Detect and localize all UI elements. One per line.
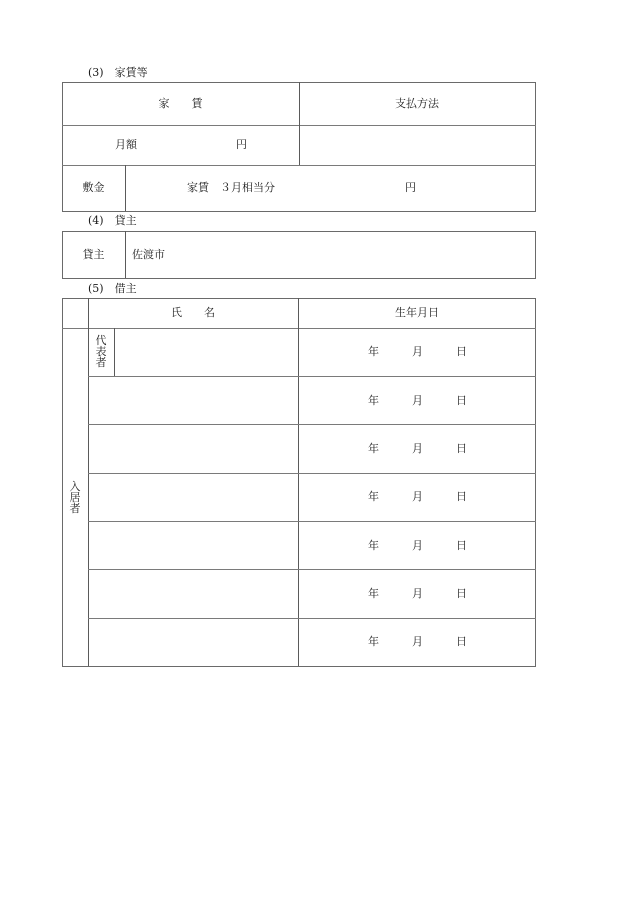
dob-month: 月	[412, 345, 423, 358]
dob-year: 年	[368, 490, 379, 503]
dob-header: 生年月日	[395, 306, 439, 319]
deposit-label: 敷金	[82, 181, 105, 194]
divider	[88, 521, 536, 522]
rent-header: 家 賃	[158, 97, 203, 110]
dob-day: 日	[456, 635, 467, 648]
divider	[298, 298, 299, 666]
divider	[299, 82, 300, 165]
resident-name-field[interactable]	[90, 620, 296, 664]
monthly-rent-amount-field[interactable]	[140, 130, 234, 160]
dob-month: 月	[412, 394, 423, 407]
divider	[88, 376, 536, 377]
resident-name-field[interactable]	[90, 475, 296, 519]
dob-year: 年	[368, 539, 379, 552]
dob-day: 日	[456, 587, 467, 600]
divider	[114, 328, 115, 376]
dob-month: 月	[412, 490, 423, 503]
dob-month: 月	[412, 635, 423, 648]
lender-label: 貸主	[82, 248, 105, 261]
payment-method-field[interactable]	[302, 128, 532, 162]
dob-month: 月	[412, 442, 423, 455]
dob-year: 年	[368, 442, 379, 455]
dob-year: 年	[368, 394, 379, 407]
dob-year: 年	[368, 345, 379, 358]
resident-name-field[interactable]	[90, 571, 296, 616]
dob-month: 月	[412, 539, 423, 552]
section-3-heading: (3) 家賃等	[88, 66, 148, 79]
divider	[62, 165, 536, 166]
monthly-rent-yen: 円	[236, 138, 247, 151]
payment-method-header: 支払方法	[395, 97, 439, 110]
divider	[125, 165, 126, 211]
divider	[88, 618, 536, 619]
resident-name-field[interactable]	[90, 426, 296, 471]
section-4-heading: (4) 貸主	[88, 214, 137, 227]
deposit-description: 家賃 ３月相当分	[187, 181, 275, 194]
dob-day: 日	[456, 539, 467, 552]
deposit-amount-field[interactable]	[280, 172, 402, 204]
divider	[62, 328, 536, 329]
dob-day: 日	[456, 442, 467, 455]
divider	[125, 231, 126, 278]
residents-label: 入居者	[69, 480, 81, 515]
deposit-yen: 円	[405, 181, 416, 194]
divider	[88, 298, 89, 666]
divider	[88, 424, 536, 425]
lender-value: 佐渡市	[132, 248, 165, 261]
dob-month: 月	[412, 587, 423, 600]
representative-label: 代表者	[95, 334, 107, 369]
resident-name-field[interactable]	[90, 523, 296, 567]
resident-name-field[interactable]	[90, 378, 296, 422]
dob-year: 年	[368, 635, 379, 648]
dob-day: 日	[456, 394, 467, 407]
dob-year: 年	[368, 587, 379, 600]
resident-name-field[interactable]	[116, 330, 296, 374]
section-5-heading: (5) 借主	[88, 282, 137, 295]
divider	[88, 473, 536, 474]
dob-day: 日	[456, 345, 467, 358]
monthly-rent-label: 月額	[115, 138, 137, 151]
dob-day: 日	[456, 490, 467, 503]
name-header: 氏 名	[171, 306, 215, 319]
divider	[88, 569, 536, 570]
